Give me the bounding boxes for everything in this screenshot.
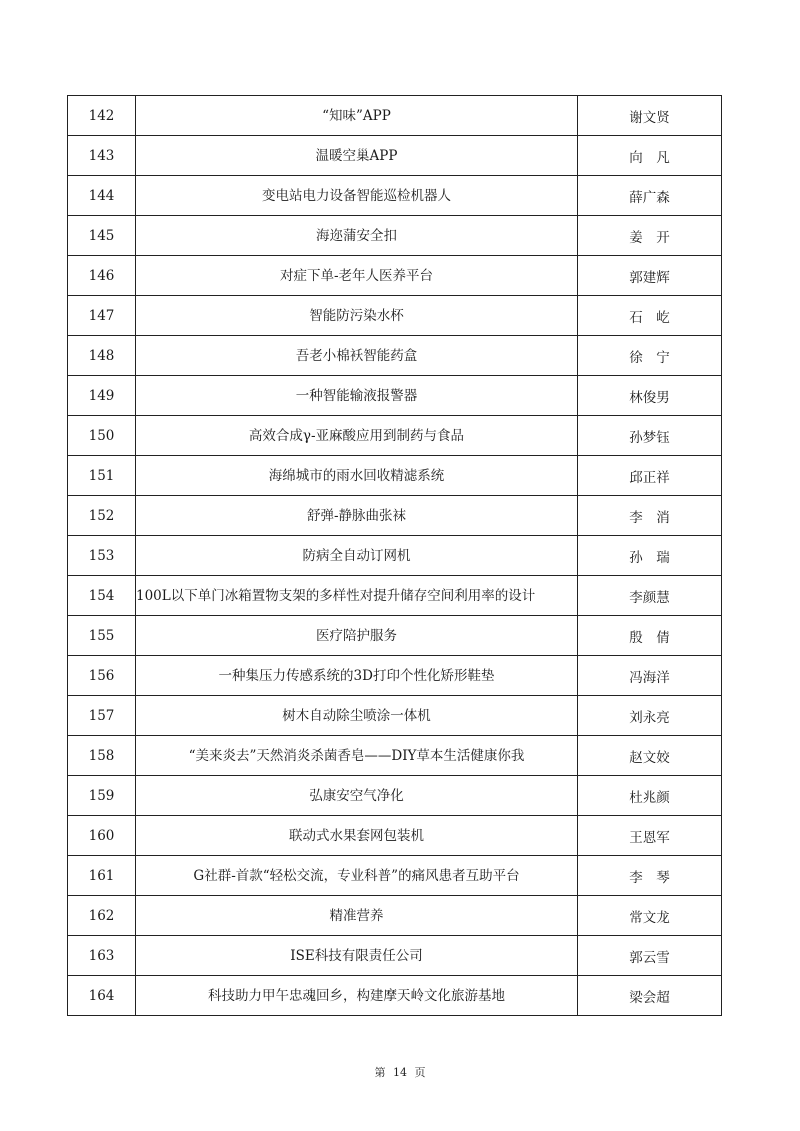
row-number: 155 [68,616,136,656]
table-row [68,816,722,856]
leader-name: 杜兆颜 [578,776,722,816]
project-title: 海绵城市的雨水回收精滤系统 [136,456,578,496]
project-title: 医疗陪护服务 [136,616,578,656]
table-row [68,736,722,776]
project-title: 树木自动除尘喷涂一体机 [136,696,578,736]
row-number: 147 [68,296,136,336]
page-prefix: 第 [374,1066,386,1079]
leader-name: 殷 倩 [578,616,722,656]
row-number: 157 [68,696,136,736]
row-number: 148 [68,336,136,376]
leader-name: 刘永亮 [578,696,722,736]
table-row [68,456,722,496]
row-number: 150 [68,416,136,456]
row-number: 154 [68,576,136,616]
table-row [68,536,722,576]
leader-name: 梁会超 [578,976,722,1016]
table-row [68,576,722,616]
table-row [68,376,722,416]
leader-name: 孙梦钰 [578,416,722,456]
leader-name: 冯海洋 [578,656,722,696]
project-title: 变电站电力设备智能巡检机器人 [136,176,578,216]
table-row [68,256,722,296]
row-number: 144 [68,176,136,216]
project-title: 高效合成γ-亚麻酸应用到制药与食品 [136,416,578,456]
row-number: 163 [68,936,136,976]
row-number: 161 [68,856,136,896]
project-title: 对症下单-老年人医养平台 [136,256,578,296]
project-title: 科技助力甲午忠魂回乡，构建摩天岭文化旅游基地 [136,976,578,1016]
leader-name: 徐 宁 [578,336,722,376]
project-title: 吾老小棉袄智能药盒 [136,336,578,376]
row-number: 156 [68,656,136,696]
project-title: “知味”APP [136,96,578,136]
leader-name: 姜 开 [578,216,722,256]
leader-name: 林俊男 [578,376,722,416]
leader-name: 石 屹 [578,296,722,336]
row-number: 153 [68,536,136,576]
leader-name: 李 琴 [578,856,722,896]
table-row [68,136,722,176]
row-number: 145 [68,216,136,256]
row-number: 151 [68,456,136,496]
project-title: 一种集压力传感系统的3D打印个性化矫形鞋垫 [136,656,578,696]
page-suffix: 页 [414,1066,426,1079]
project-title: 温暖空巢APP [136,136,578,176]
row-number: 164 [68,976,136,1016]
leader-name: 孙 瑞 [578,536,722,576]
leader-name: 向 凡 [578,136,722,176]
table-row [68,856,722,896]
project-title: 智能防污染水杯 [136,296,578,336]
leader-name: 郭建辉 [578,256,722,296]
project-title: “美来炎去”天然消炎杀菌香皂——DIY草本生活健康你我 [136,736,578,776]
table-row [68,696,722,736]
project-title: 精准营养 [136,896,578,936]
row-number: 142 [68,96,136,136]
table-row [68,776,722,816]
row-number: 160 [68,816,136,856]
project-title: 弘康安空气净化 [136,776,578,816]
project-title: 一种智能输液报警器 [136,376,578,416]
project-title: G社群-首款“轻松交流，专业科普”的痛风患者互助平台 [136,856,578,896]
table-row [68,656,722,696]
leader-name: 王恩军 [578,816,722,856]
table-row [68,496,722,536]
table-row [68,976,722,1016]
table-row [68,936,722,976]
leader-name: 赵文姣 [578,736,722,776]
row-number: 146 [68,256,136,296]
project-title: 100L以下单门冰箱置物支架的多样性对提升储存空间利用率的设计 [136,576,578,616]
row-number: 143 [68,136,136,176]
table-row [68,216,722,256]
leader-name: 李颜慧 [578,576,722,616]
table-row [68,176,722,216]
leader-name: 谢文贤 [578,96,722,136]
project-title: 舒弹-静脉曲张袜 [136,496,578,536]
table-row [68,336,722,376]
row-number: 159 [68,776,136,816]
leader-name: 邱正祥 [578,456,722,496]
table-row [68,96,722,136]
table-row [68,616,722,656]
leader-name: 薛广森 [578,176,722,216]
row-number: 149 [68,376,136,416]
leader-name: 常文龙 [578,896,722,936]
project-title: ISE科技有限责任公司 [136,936,578,976]
project-table [67,95,722,1016]
row-number: 152 [68,496,136,536]
table-row [68,416,722,456]
project-title: 海迩蒲安全扣 [136,216,578,256]
project-title: 联动式水果套网包装机 [136,816,578,856]
leader-name: 李 消 [578,496,722,536]
project-title: 防病全自动订网机 [136,536,578,576]
row-number: 162 [68,896,136,936]
page-number: 14 [393,1066,407,1079]
row-number: 158 [68,736,136,776]
table-row [68,296,722,336]
table-row [68,896,722,936]
leader-name: 郭云雪 [578,936,722,976]
page-footer [0,1064,800,1080]
